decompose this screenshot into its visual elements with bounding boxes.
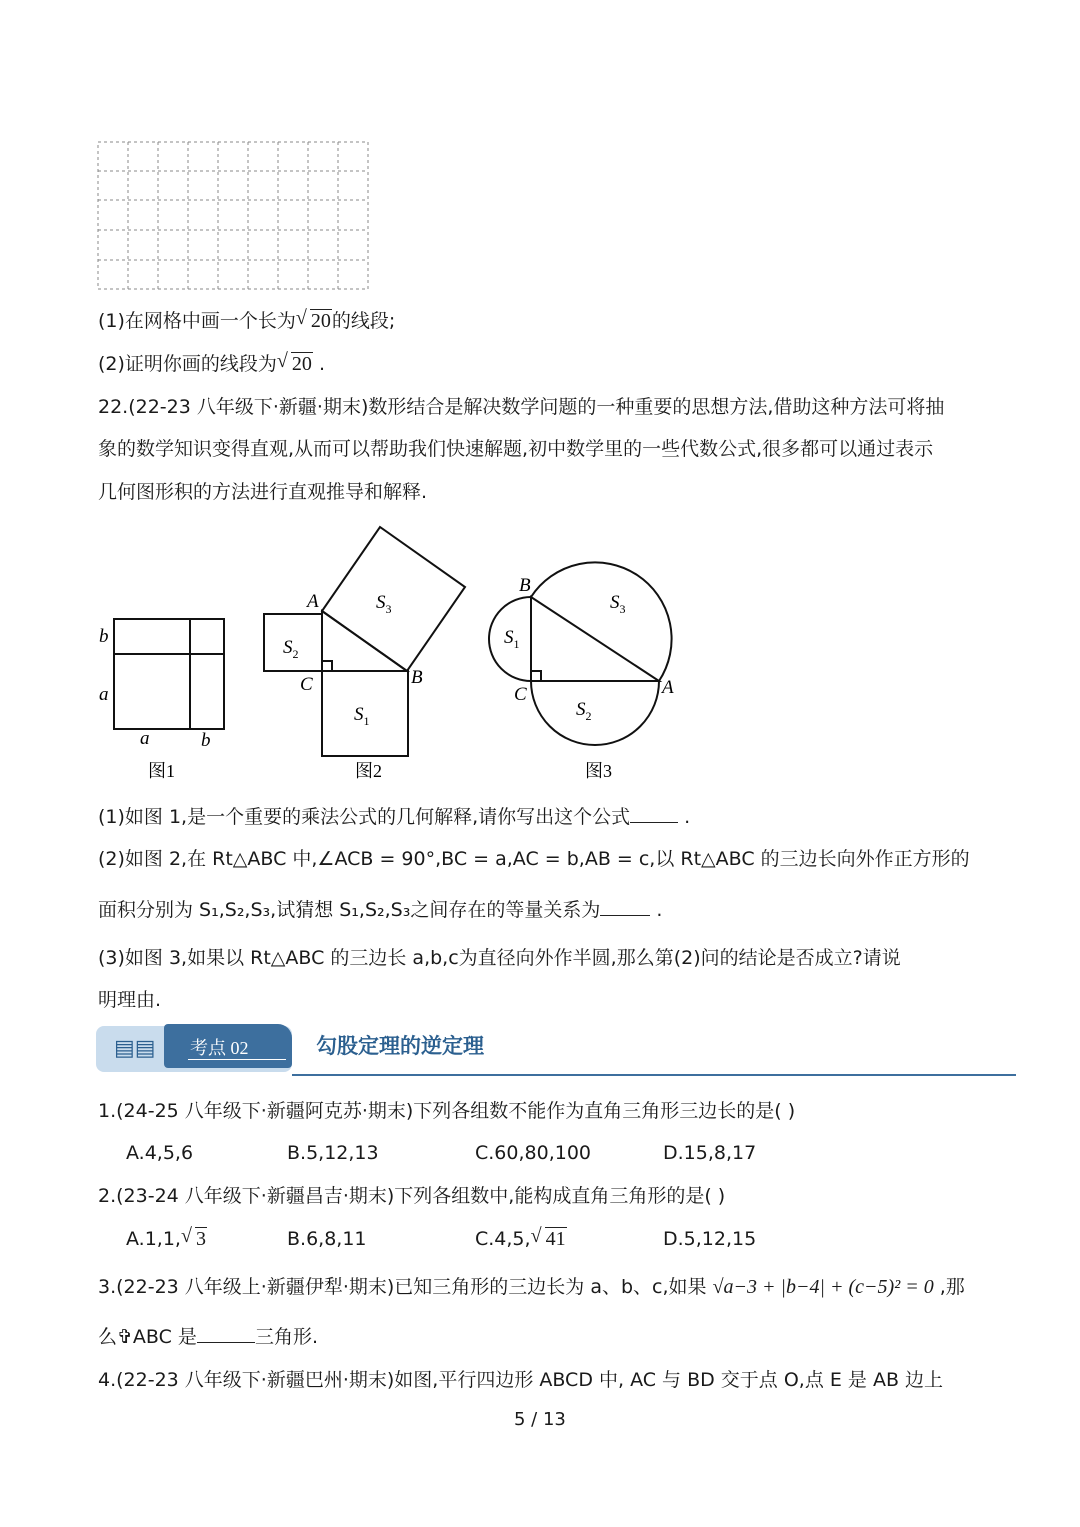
fig3-S3: S <box>610 592 620 613</box>
svg-text:S1 <box>504 627 520 651</box>
fig2-label-C: C <box>300 674 313 695</box>
q22-intro-line3: 几何图形积的方法进行直观推导和解释. <box>98 481 428 503</box>
q22-p1: (1)如图 1,是一个重要的乘法公式的几何解释,请你写出这个公式 . <box>98 806 691 828</box>
section-banner <box>96 1022 1020 1078</box>
q22-p3-line1: (3)如图 3,如果以 Rt△ABC 的三边长 a,b,c为直径向外作半圆,那么第(2)问的结论是否成立?请说 <box>98 947 901 969</box>
fig2-S3-sub: 3 <box>385 602 392 616</box>
dotted-grid <box>96 140 372 292</box>
fig2-S2-sub: 2 <box>292 647 299 661</box>
q2-choice-c: C.4,5, √ 41 <box>475 1225 566 1250</box>
figure-1 <box>114 619 224 729</box>
fig2-S2: S <box>283 637 293 658</box>
q1-choice-b: B.5,12,13 <box>287 1142 379 1164</box>
banner-tag: 考点 02 <box>190 1038 249 1058</box>
fig2-S1-sub: 1 <box>363 714 370 728</box>
fig3-S1-sub: 1 <box>513 637 520 651</box>
fig2-S1: S <box>354 704 364 725</box>
fig3-label-A: A <box>662 677 674 698</box>
banner-rule <box>292 1074 1016 1076</box>
q4-stem: 4.(22-23 八年级下·新疆巴州·期末)如图,平行四边形 ABCD 中, AC 与 BD 交于点 O,点 E 是 AB 边上 <box>98 1369 944 1391</box>
q1-stem: 1.(24-25 八年级下·新疆阿克苏·期末)下列各组数不能作为直角三角形三边长的是( ) <box>98 1100 796 1122</box>
fig3-label-C: C <box>514 684 527 705</box>
svg-text:S3 <box>610 592 626 616</box>
banner-tag-underline <box>188 1059 286 1060</box>
q1-choice-a: A.4,5,6 <box>126 1142 194 1164</box>
page-number: 5 / 13 <box>514 1409 566 1430</box>
q22-figures <box>0 515 1080 790</box>
fig3-caption: 图3 <box>585 761 612 781</box>
q1-choice-c: C.60,80,100 <box>475 1142 592 1164</box>
q2-stem: 2.(23-24 八年级下·新疆昌吉·期末)下列各组数中,能构成直角三角形的是( ) <box>98 1185 726 1207</box>
fig2-S3: S <box>376 592 386 613</box>
fig2-caption: 图2 <box>355 761 382 781</box>
q21-part2: (2)证明你画的线段为 √ 20 . <box>98 350 326 375</box>
fig2-label-A: A <box>307 591 319 612</box>
q3-expression: √a−3 + |b−4| + (c−5)² = 0 <box>712 1276 934 1298</box>
fig1-label-b-left: b <box>99 626 109 647</box>
fig1-label-a-left: a <box>99 684 109 705</box>
fig3-S2-sub: 2 <box>585 709 592 723</box>
fig3-label-B: B <box>519 575 531 596</box>
fig3-S2: S <box>576 699 586 720</box>
q22-intro-line1: 22.(22-23 八年级下·新疆·期末)数形结合是解决数学问题的一种重要的思想方法,借助这种方法可将抽 <box>98 396 945 418</box>
svg-text:S3 <box>376 592 392 616</box>
fig1-caption: 图1 <box>148 761 175 781</box>
q22-p2-line1: (2)如图 2,在 Rt△ABC 中,∠ACB = 90°,BC = a,AC = b,AB = c,以 Rt△ABC 的三边长向外作正方形的 <box>98 848 970 870</box>
fig1-label-b-bottom: b <box>201 730 211 751</box>
q3-stem: 3.(22-23 八年级上·新疆伊犁·期末)已知三角形的三边长为 a、b、c,如果 √a−3 + |b−4| + (c−5)² = 0 ,那 <box>98 1276 965 1298</box>
svg-text:S1 <box>354 704 370 728</box>
fig3-S3-sub: 3 <box>619 602 626 616</box>
svg-text:S2 <box>576 699 592 723</box>
q21-part1: (1)在网格中画一个长为 √ 20的线段; <box>98 307 396 332</box>
q2-choice-a: A.1,1, √ 3 <box>126 1225 206 1250</box>
fig2-label-B: B <box>411 667 423 688</box>
svg-text:S2 <box>283 637 299 661</box>
q22-p3-line2: 明理由. <box>98 989 162 1011</box>
q1-choice-d: D.15,8,17 <box>663 1142 757 1164</box>
fig1-label-a-bottom: a <box>140 728 150 749</box>
q22-p2-line2: 面积分别为 S₁,S₂,S₃,试猜想 S₁,S₂,S₃之间存在的等量关系为 . <box>98 899 663 921</box>
q2-choice-d: D.5,12,15 <box>663 1228 757 1250</box>
q2-choice-b: B.6,8,11 <box>287 1228 367 1250</box>
banner-title: 勾股定理的逆定理 <box>316 1034 484 1058</box>
book-icon: ▤▤ <box>114 1036 156 1061</box>
q3-line2: 么✞ABC 是 三角形. <box>98 1326 318 1348</box>
q22-intro-line2: 象的数学知识变得直观,从而可以帮助我们快速解题,初中数学里的一些代数公式,很多都可以通过表示 <box>98 438 934 460</box>
fig3-S1: S <box>504 627 514 648</box>
